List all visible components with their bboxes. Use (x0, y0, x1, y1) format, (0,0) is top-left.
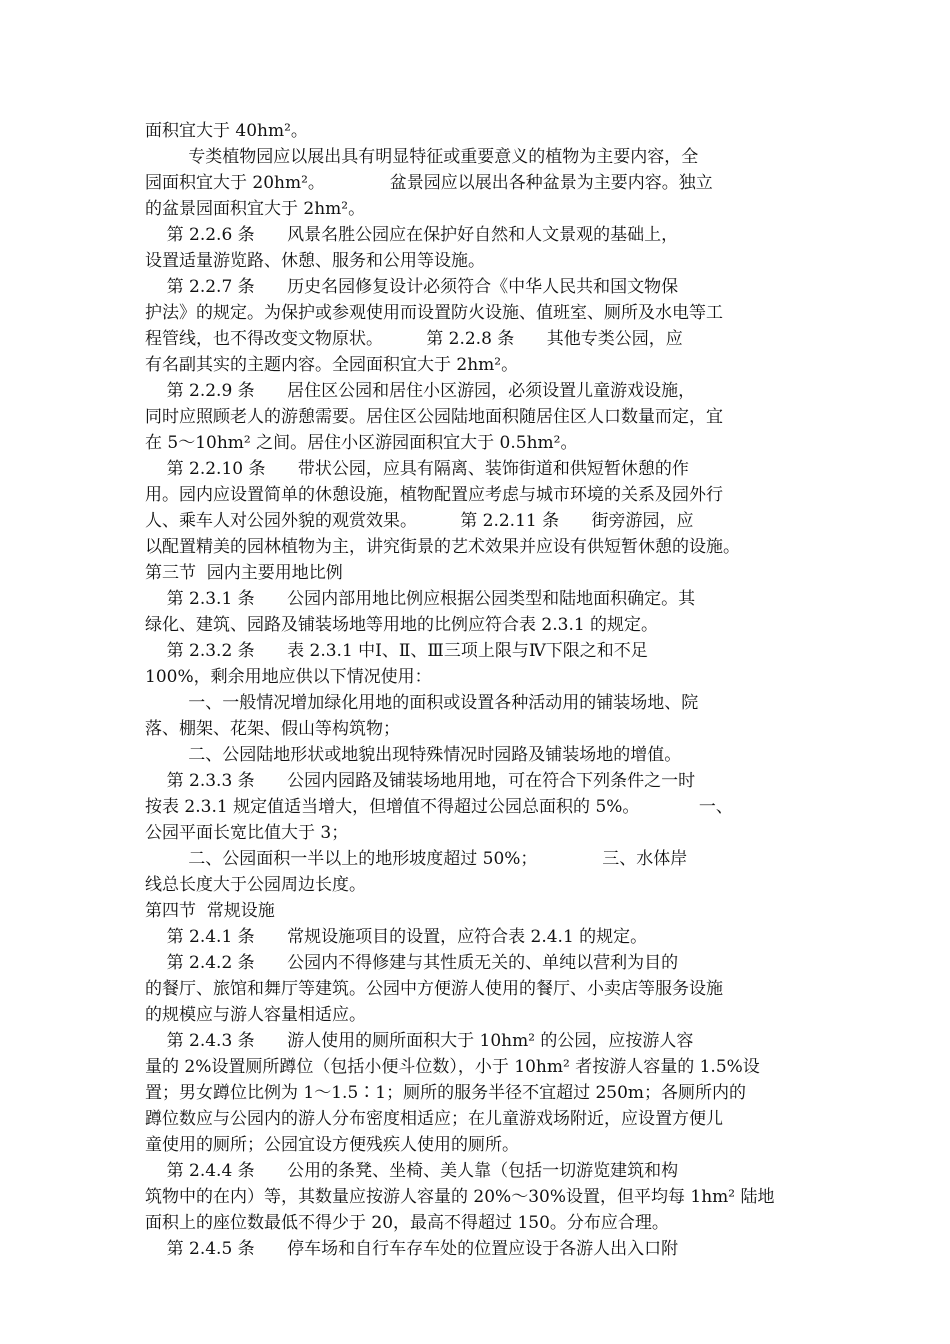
text-line: 置；男女蹲位比例为 1～1.5∶1；厕所的服务半径不宜超过 250m；各厕所内的 (145, 1083, 747, 1103)
text-line: 园面积宜大于 20hm²。 盆景园应以展出各种盆景为主要内容。独立 (145, 173, 713, 193)
text-line: 二、公园面积一半以上的地形坡度超过 50%； 三、水体岸 (145, 849, 688, 869)
text-line: 在 5～10hm² 之间。居住小区游园面积宜大于 0.5hm²。 (145, 433, 578, 453)
document-page (145, 118, 805, 1262)
text-line: 公园平面长宽比值大于 3； (145, 823, 349, 843)
text-line: 面积宜大于 40hm²。 (145, 121, 308, 141)
text-line: 落、棚架、花架、假山等构筑物； (145, 719, 400, 739)
text-line: 第 2.2.10 条 带状公园，应具有隔离、装饰街道和供短暂休憩的作 (145, 459, 689, 479)
text-line: 第 2.4.1 条 常规设施项目的设置，应符合表 2.4.1 的规定。 (145, 927, 648, 947)
text-line: 二、公园陆地形状或地貌出现特殊情况时园路及铺装场地的增值。 (145, 745, 682, 765)
text-line: 的盆景园面积宜大于 2hm²。 (145, 199, 366, 219)
text-line: 第三节 园内主要用地比例 (145, 563, 343, 583)
text-line: 的规模应与游人容量相适应。 (145, 1005, 366, 1025)
text-line: 第 2.2.6 条 风景名胜公园应在保护好自然和人文景观的基础上， (145, 225, 679, 245)
text-line: 第 2.2.7 条 历史名园修复设计必须符合《中华人民共和国文物保 (145, 277, 679, 297)
text-line: 一、一般情况增加绿化用地的面积或设置各种活动用的铺装场地、院 (145, 693, 699, 713)
text-line: 第 2.2.9 条 居住区公园和居住小区游园，必须设置儿童游戏设施， (145, 381, 696, 401)
text-line: 用。园内应设置简单的休憩设施，植物配置应考虑与城市环境的关系及园外行 (145, 485, 723, 505)
text-line: 面积上的座位数最低不得少于 20，最高不得超过 150。分布应合理。 (145, 1213, 669, 1233)
text-line: 第 2.4.5 条 停车场和自行车存车处的位置应设于各游人出入口附 (145, 1239, 679, 1259)
text-line: 专类植物园应以展出具有明显特征或重要意义的植物为主要内容，全 (145, 147, 699, 167)
text-line: 有名副其实的主题内容。全园面积宜大于 2hm²。 (145, 355, 519, 375)
text-line: 第 2.4.4 条 公用的条凳、坐椅、美人靠（包括一切游览建筑和构 (145, 1161, 679, 1181)
text-line: 第四节 常规设施 (145, 901, 275, 921)
text-line: 第 2.3.1 条 公园内部用地比例应根据公园类型和陆地面积确定。其 (145, 589, 696, 609)
text-line: 童使用的厕所；公园宜设方便残疾人使用的厕所。 (145, 1135, 519, 1155)
text-line: 第 2.3.2 条 表 2.3.1 中Ⅰ、Ⅱ、Ⅲ三项上限与Ⅳ下限之和不足 (145, 641, 648, 661)
text-line: 线总长度大于公园周边长度。 (145, 875, 366, 895)
text-line: 设置适量游览路、休憩、服务和公用等设施。 (145, 251, 485, 271)
text-line: 按表 2.3.1 规定值适当增大，但增值不得超过公园总面积的 5%。 一、 (145, 797, 733, 817)
text-line: 蹲位数应与公园内的游人分布密度相适应；在儿童游戏场附近，应设置方便儿 (145, 1109, 723, 1129)
text-line: 100%，剩余用地应供以下情况使用： (145, 667, 432, 687)
text-line: 第 2.3.3 条 公园内园路及铺装场地用地，可在符合下列条件之一时 (145, 771, 696, 791)
text-line: 第 2.4.2 条 公园内不得修建与其性质无关的、单纯以营利为目的 (145, 953, 679, 973)
text-line: 量的 2%设置厕所蹲位（包括小便斗位数），小于 10hm² 者按游人容量的 1.5%设 (145, 1057, 760, 1077)
text-line: 的餐厅、旅馆和舞厅等建筑。公园中方便游人使用的餐厅、小卖店等服务设施 (145, 979, 723, 999)
text-line: 以配置精美的园林植物为主，讲究街景的艺术效果并应设有供短暂休憩的设施。 (145, 537, 740, 557)
text-line: 程管线，也不得改变文物原状。 第 2.2.8 条 其他专类公园，应 (145, 329, 683, 349)
text-line: 护法》的规定。为保护或参观使用而设置防火设施、值班室、厕所及水电等工 (145, 303, 723, 323)
text-line: 人、乘车人对公园外貌的观赏效果。 第 2.2.11 条 街旁游园，应 (145, 511, 694, 531)
text-line: 第 2.4.3 条 游人使用的厕所面积大于 10hm² 的公园，应按游人容 (145, 1031, 694, 1051)
text-line: 筑物中的在内）等，其数量应按游人容量的 20%～30%设置，但平均每 1hm² 陆地 (145, 1187, 775, 1207)
text-line: 绿化、建筑、园路及铺装场地等用地的比例应符合表 2.3.1 的规定。 (145, 615, 659, 635)
text-line: 同时应照顾老人的游憩需要。居住区公园陆地面积随居住区人口数量而定，宜 (145, 407, 723, 427)
